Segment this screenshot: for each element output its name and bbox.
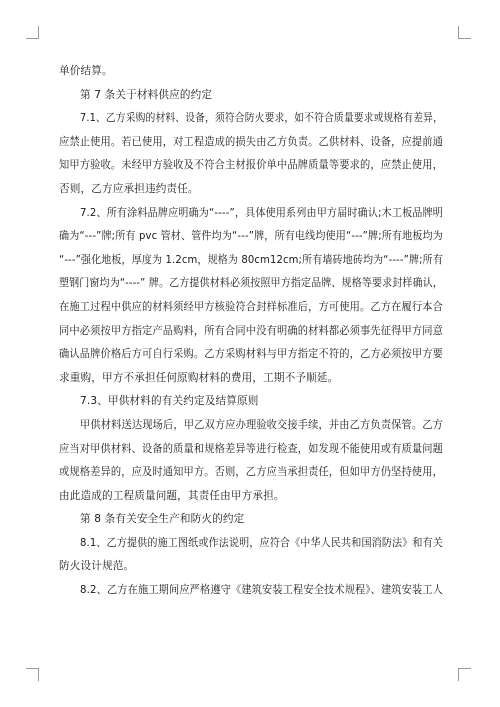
text-line: 8.1、乙方提供的施工图纸或作法说明，应符合《中华人民共和国消防法》和有关 xyxy=(80,536,443,549)
text-line: 知甲方验收。未经甲方验收及不符合主材报价单中品牌质量等要求的，应禁止使用， xyxy=(59,159,443,172)
subsection-heading-7-3: 7.3、甲供材料的有关约定及结算原则 xyxy=(80,395,259,408)
text-line: 甲供材料送达现场后，甲乙双方应办理验收交接手续，并由乙方负责保管。乙方 xyxy=(80,418,443,431)
text-line: 确为“---”牌;所有 pvc 管材、管件均为“---”牌，所有电线均使用“---”牌;所有地板均为 xyxy=(59,230,443,243)
text-line: “---”强化地板，厚度为 1.2cm，规格为 80cm12cm;所有墙砖地砖均为“----”牌;所有 xyxy=(59,253,443,266)
text-line: 单价结算。 xyxy=(59,65,113,77)
text-line: 否则，乙方应承担违约责任。 xyxy=(59,182,199,195)
text-line: 求重购，甲方不承担任何原购材料的费用，工期不予顺延。 xyxy=(59,371,339,384)
crop-mark-bottom-right xyxy=(458,668,471,681)
document-body xyxy=(59,60,443,603)
crop-mark-top-right xyxy=(458,26,471,39)
crop-mark-top-left xyxy=(26,26,39,39)
text-line: 塑钢门窗均为“----” 牌。乙方提供材料必须按照甲方指定品牌、规格等要求封样确认， xyxy=(59,277,443,290)
text-line: 或规格差异的，应及时通知甲方。否则，乙方应当承担责任，但如甲方仍坚持使用， xyxy=(59,466,443,479)
crop-mark-bottom-left xyxy=(26,668,39,681)
text-line: 8.2、乙方在施工期间应严格遵守《建筑安装工程安全技术规程》、建筑安装工人 xyxy=(80,584,443,597)
text-line: 由此造成的工程质量问题，其责任由甲方承担。 xyxy=(59,489,285,502)
text-line: 7.2、所有涂料品牌应明确为“----”，具体使用系列由甲方届时确认;木工板品牌明 xyxy=(80,206,443,219)
text-line: 同中必须按甲方指定产品购料，所有合同中没有明确的材料都必须事先征得甲方同意 xyxy=(59,324,443,337)
text-line: 7.1、乙方采购的材料、设备，须符合防火要求，如不符合质量要求或规格有差异， xyxy=(80,112,443,125)
text-line: 应禁止使用。若已使用，对工程造成的损失由乙方负责。乙供材料、设备，应提前通 xyxy=(59,135,443,148)
text-line: 在施工过程中供应的材料须经甲方核验符合封样标准后，方可使用。乙方在履行本合 xyxy=(59,300,443,313)
text-line: 确认品牌价格后方可自行采购。乙方采购材料与甲方指定不符的，乙方必须按甲方要 xyxy=(59,348,443,361)
text-line: 应当对甲供材料、设备的质量和规格差异等进行检查，如发现不能使用或有质量问题 xyxy=(59,442,443,455)
text-line: 防火设计规范。 xyxy=(59,560,135,573)
section-heading-7: 第 7 条关于材料供应的约定 xyxy=(80,88,213,101)
section-heading-8: 第 8 条有关安全生产和防火的约定 xyxy=(80,513,245,526)
